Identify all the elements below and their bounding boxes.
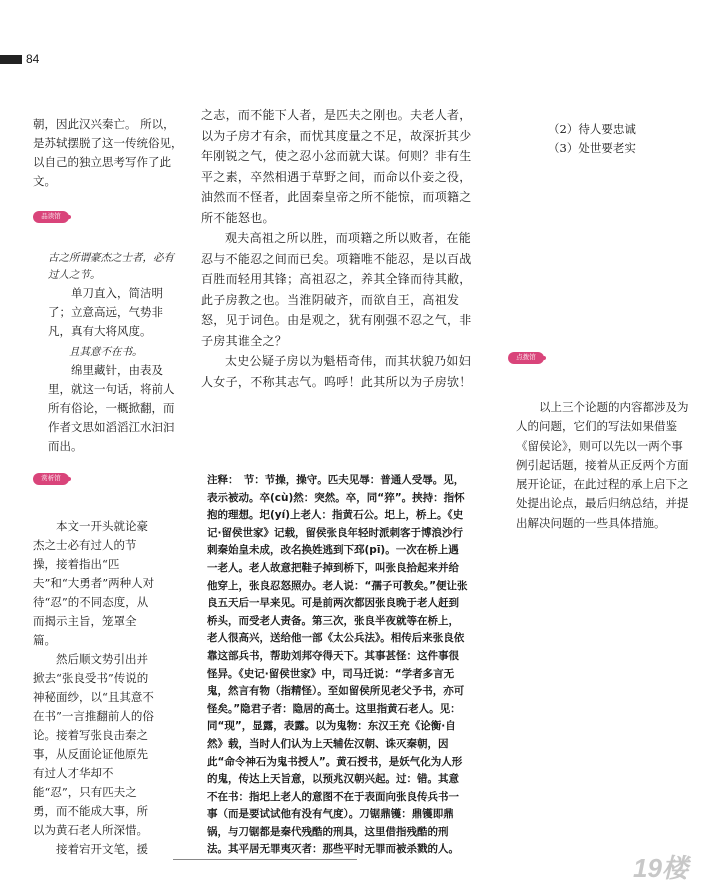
bottom-rule [173, 859, 357, 860]
notes-block [207, 472, 469, 859]
main-para-1: 之志，而不能下人者，是匹夫之刚也。夫老人者，以为子房才有余，而忧其度量之不足，故深折其少年刚锐之气，使之忍小忿而就大谋。何则？非有生平之素，卒然相遇于草野之间，而命以仆妾之役，油然而不怪者，此固秦皇帝之所不能惊，而项籍之所不能怒也。 [201, 108, 472, 225]
calligraphy-quote-2: 且其意不在书。 [69, 346, 143, 358]
watermark-logo: 19楼 [633, 853, 688, 883]
main-para-3: 太史公疑子房以为魁梧奇伟，而其状貌乃如妇人女子，不称其志气。呜呼！此其所以为子房欤！ [201, 354, 472, 389]
left-top-text-block [33, 115, 183, 191]
commentary-2: 绵里藏针，由表及里，就这一句话，将前人所有俗论，一概掀翻，而作者文思如滔滔江水汩汩而出。 [48, 363, 175, 453]
page-number: 84 [26, 52, 40, 66]
topic-item-2: （2）待人要忠诚 [548, 122, 636, 136]
left-commentary-block [48, 250, 184, 456]
analysis-para-2: 然后顺文势引出并掀去“张良受书”传说的神秘面纱，以“且其意不在书”一言推翻前人的俗论。接着写张良击秦之事，从反面论证他原先有过人才华却不能“忍”，只有匹夫之勇，而不能成大事，所以为黄石老人所深惜。 [33, 652, 154, 837]
left-top-text: 朝，因此汉兴秦亡。 所以，是苏轼摆脱了这一传统俗见，以自己的独立思考写作了此文。 [33, 117, 183, 188]
topic-item-3: （3）处世要老实 [548, 141, 636, 156]
main-text-block [201, 105, 483, 392]
header-bar-decoration [0, 55, 22, 64]
main-para-2: 观夫高祖之所以胜，而项籍之所以败者，在能忍与不能忍之间而已矣。项籍唯不能忍，是以百战百胜而轻用其锋；高祖忍之，养其全锋而待其敝，此子房教之也。当淮阴破齐，而欲自王，高祖发怒，见于词色。由是观之，犹有刚强不忍之气，非子房其谁全之？ [201, 231, 472, 348]
tag-pinduguan: 品读馆 [33, 211, 69, 223]
analysis-para-3: 接着宕开文笔，援 [56, 842, 148, 856]
tag-shangxiguan: 赏析馆 [33, 473, 69, 485]
notes-text: 注释： 节：节操，操守。匹夫见辱：普通人受辱。见，表示被动。卒(cù)然：突然。卒，同“猝”。挟持：指怀抱的理想。圯(yí)上老人：指黄石公。圯上，桥上。《史记·留侯世家》记载，留侯张良年轻时派刺客于博浪沙行刺秦始皇未成，改名换姓逃到下邳(pī)。一次在桥上遇一老人。老人故意把鞋子掉到桥下，叫张良拾起来并给他穿上，张良忍怒照办。老人说：“孺子可教矣。”便让张良五天后一早来见。可是前两次都因张良晚于老人赶到桥头，而受老人责备。第三次，张良半夜就等在桥上，老人很高兴，送给他一部《太公兵法》。相传后来张良依靠这部兵书，帮助刘邦夺得天下。其事甚怪：这件事很怪异。《史记·留侯世家》中，司马迁说：“学者多言无鬼，然言有物（指精怪）。至如留侯所见老父予书，亦可怪矣。”隐君子者：隐居的高士。这里指黄石老人。见：同“现”，显露，表露。以为鬼物：东汉王充《论衡·自然》载，当时人们认为上天辅佐汉朝、诛灭秦朝，因此“命令神石为鬼书授人”。黄石授书，是妖气化为人形的鬼，传达上天旨意，以预兆汉朝兴起。过：错。其意不在书：指圯上老人的意图不在于表面向张良传兵书一事（而是要试试他有没有气度）。刀锯鼎镬：鼎镬即鼎锅，与刀锯都是秦代残酷的刑具，这里借指残酷的刑法。其平居无罪夷灭者：那些平时无罪而被杀戮的人。 [207, 474, 468, 856]
page-header [0, 52, 39, 66]
tag-dianboguan: 点拨馆 [508, 352, 544, 364]
summary-text: 以上三个论题的内容都涉及为人的问题，它们的写法如果借鉴《留侯论》，则可以先以一两个事例引起话题，接着从正反两个方面展开论证，在此过程的承上启下之处提出论点，最后归纳总结，并提出解决问题的一些具体措施。 [516, 400, 689, 530]
analysis-para-1: 本文一开头就论豪杰之士必有过人的节操，接着指出“匹夫”和“大勇者”两种人对待“忍”的不同态度，从而揭示主旨，笼罩全篇。 [33, 519, 155, 647]
summary-block [516, 398, 694, 533]
left-analysis-block [33, 517, 159, 859]
topic-list [548, 120, 698, 159]
calligraphy-quote-1: 古之所谓豪杰之士者，必有过人之节。 [48, 252, 174, 281]
commentary-1: 单刀直入，简洁明了；立意高远，气势非凡，真有大将风度。 [48, 286, 163, 338]
